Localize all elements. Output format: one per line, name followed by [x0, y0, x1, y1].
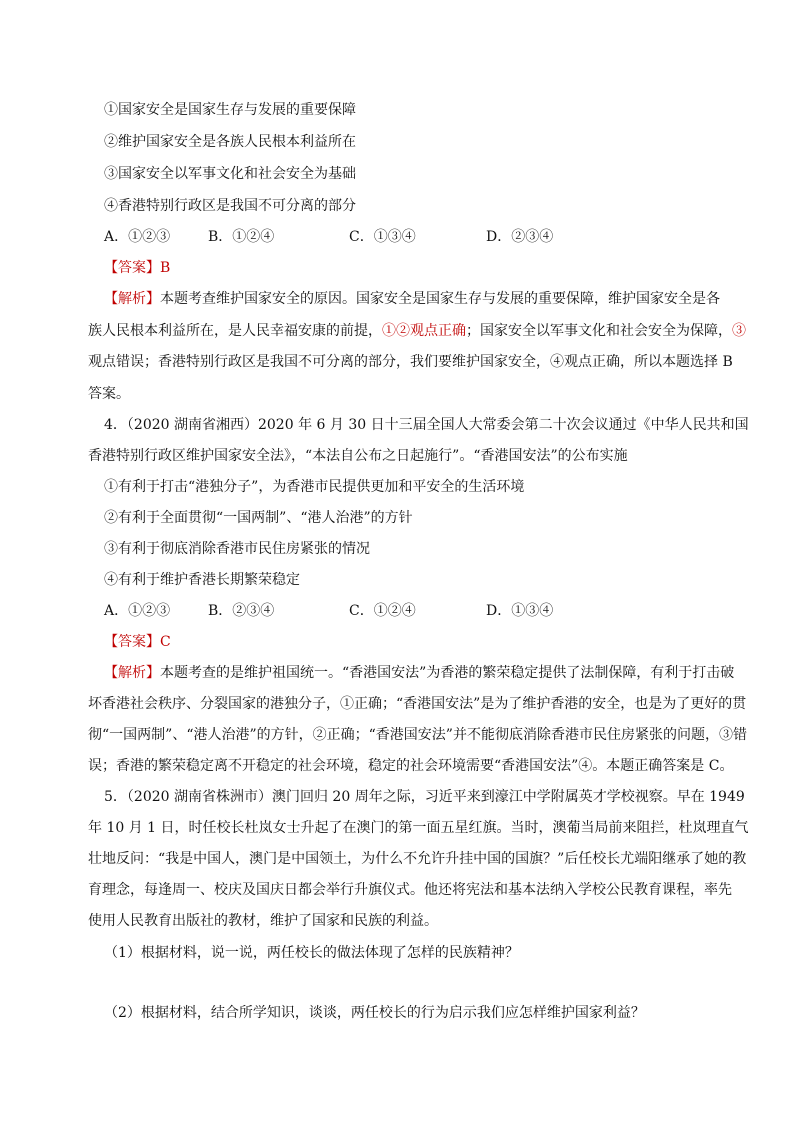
q3-option-a: A．①②③ [104, 229, 171, 245]
q5-stem-line-4: 育理念，每逢周一、校庆及国庆日都会举行升旗仪式。他还将宪法和基本法纳入学校公民教育课程，率先 [88, 882, 732, 898]
q4-item-2: ②有利于全面贯彻“一国两制”、“港人治港”的方针 [104, 510, 413, 526]
q3-item-4: ④香港特别行政区是我国不可分离的部分 [104, 198, 356, 214]
q4-option-b: B．②③④ [208, 603, 275, 619]
q3-option-c: C．①③④ [349, 229, 416, 245]
q4-option-d: D．①③④ [486, 603, 554, 619]
q5-stem-line-2: 年 10 月 1 日，时任校长杜岚女士升起了在澳门的第一面五星红旗。当时，澳葡当局前来阻拦，杜岚理直气 [88, 820, 749, 836]
q5-stem-line-5: 使用人民教育出版社的教材，维护了国家和民族的利益。 [88, 913, 438, 929]
q3-analysis-text-2a: 族人民根本利益所在，是人民幸福安康的前提， [88, 323, 382, 339]
q5-sub-question-2: （2）根据材料，结合所学知识，谈谈，两任校长的行为启示我们应怎样维护国家利益？ [104, 1005, 645, 1021]
q3-analysis-line-2 [88, 321, 746, 341]
q4-answer-value: C [160, 634, 171, 650]
q4-stem-line-2: 香港特别行政区维护国家安全法》，“本法自公布之日起施行”。“香港国安法”的公布实施 [88, 448, 628, 464]
q3-option-b: B．①②④ [208, 229, 275, 245]
q4-option-c: C．①②④ [349, 603, 416, 619]
q3-analysis-line-1 [104, 289, 720, 309]
q3-analysis-text-2b: ；国家安全以军事文化和社会安全为保障， [466, 323, 732, 339]
q3-item-1: ①国家安全是国家生存与发展的重要保障 [104, 102, 356, 118]
q3-analysis-line-4: 答案。 [88, 386, 130, 402]
q4-analysis-text-1: 本题考查的是维护祖国统一。“香港国安法”为香港的繁荣稳定提供了法制保障，有利于打击破 [160, 665, 735, 681]
q3-item-3: ③国家安全以军事文化和社会安全为基础 [104, 166, 356, 182]
q5-stem-line-3: 壮地反问：“我是中国人，澳门是中国领土，为什么不允许升挂中国的国旗？”后任校长尤端阳继承了她的教 [88, 851, 747, 867]
q4-item-1: ①有利于打击“港独分子”，为香港市民提供更加和平安全的生活环境 [104, 479, 525, 495]
q5-stem-line-1: 5．（2020 湖南省株洲市）澳门回归 20 周年之际，习近平来到濠江中学附属英才学校视察。早在 1949 [104, 789, 745, 805]
q4-analysis-line-2: 坏香港社会秩序、分裂国家的港独分子，①正确；“香港国安法”是为了维护香港的安全，也是为了更好的贯 [88, 696, 747, 712]
q3-answer [104, 258, 170, 278]
q4-item-3: ③有利于彻底消除香港市民住房紧张的情况 [104, 541, 370, 557]
q4-analysis-line-4: 误；香港的繁荣稳定离不开稳定的社会环境，稳定的社会环境需要“香港国安法”④。本题正确答案是 C。 [88, 758, 734, 774]
q4-analysis-line-1 [104, 663, 735, 683]
q3-answer-label: 【答案】 [104, 260, 160, 276]
q3-analysis-highlight-2: ③ [732, 323, 746, 339]
q4-analysis-label: 【解析】 [104, 665, 160, 681]
q4-option-a: A．①②③ [104, 603, 171, 619]
q3-analysis-label: 【解析】 [104, 291, 160, 307]
q3-option-d: D．②③④ [486, 229, 554, 245]
q4-item-4: ④有利于维护香港长期繁荣稳定 [104, 572, 300, 588]
q3-answer-value: B [160, 260, 171, 276]
q4-stem-line-1: 4．（2020 湖南省湘西）2020 年 6 月 30 日十三届全国人大常委会第二十次会议通过《中华人民共和国 [104, 417, 749, 433]
q4-analysis-line-3: 彻“一国两制”、“港人治港”的方针，②正确；“香港国安法”并不能彻底消除香港市民住房紧张的问题，③错 [88, 727, 747, 743]
q3-analysis-line-3: 观点错误；香港特别行政区是我国不可分离的部分，我们要维护国家安全，④观点正确，所以本题选择 B [88, 354, 733, 370]
q4-answer-label: 【答案】 [104, 634, 160, 650]
q5-sub-question-1: （1）根据材料，说一说，两任校长的做法体现了怎样的民族精神？ [104, 945, 519, 961]
q3-analysis-text-1: 本题考查维护国家安全的原因。国家安全是国家生存与发展的重要保障，维护国家安全是各 [160, 291, 720, 307]
q4-answer [104, 632, 171, 652]
q3-item-2: ②维护国家安全是各族人民根本利益所在 [104, 134, 356, 150]
q3-analysis-highlight-1: ①②观点正确 [382, 323, 466, 339]
